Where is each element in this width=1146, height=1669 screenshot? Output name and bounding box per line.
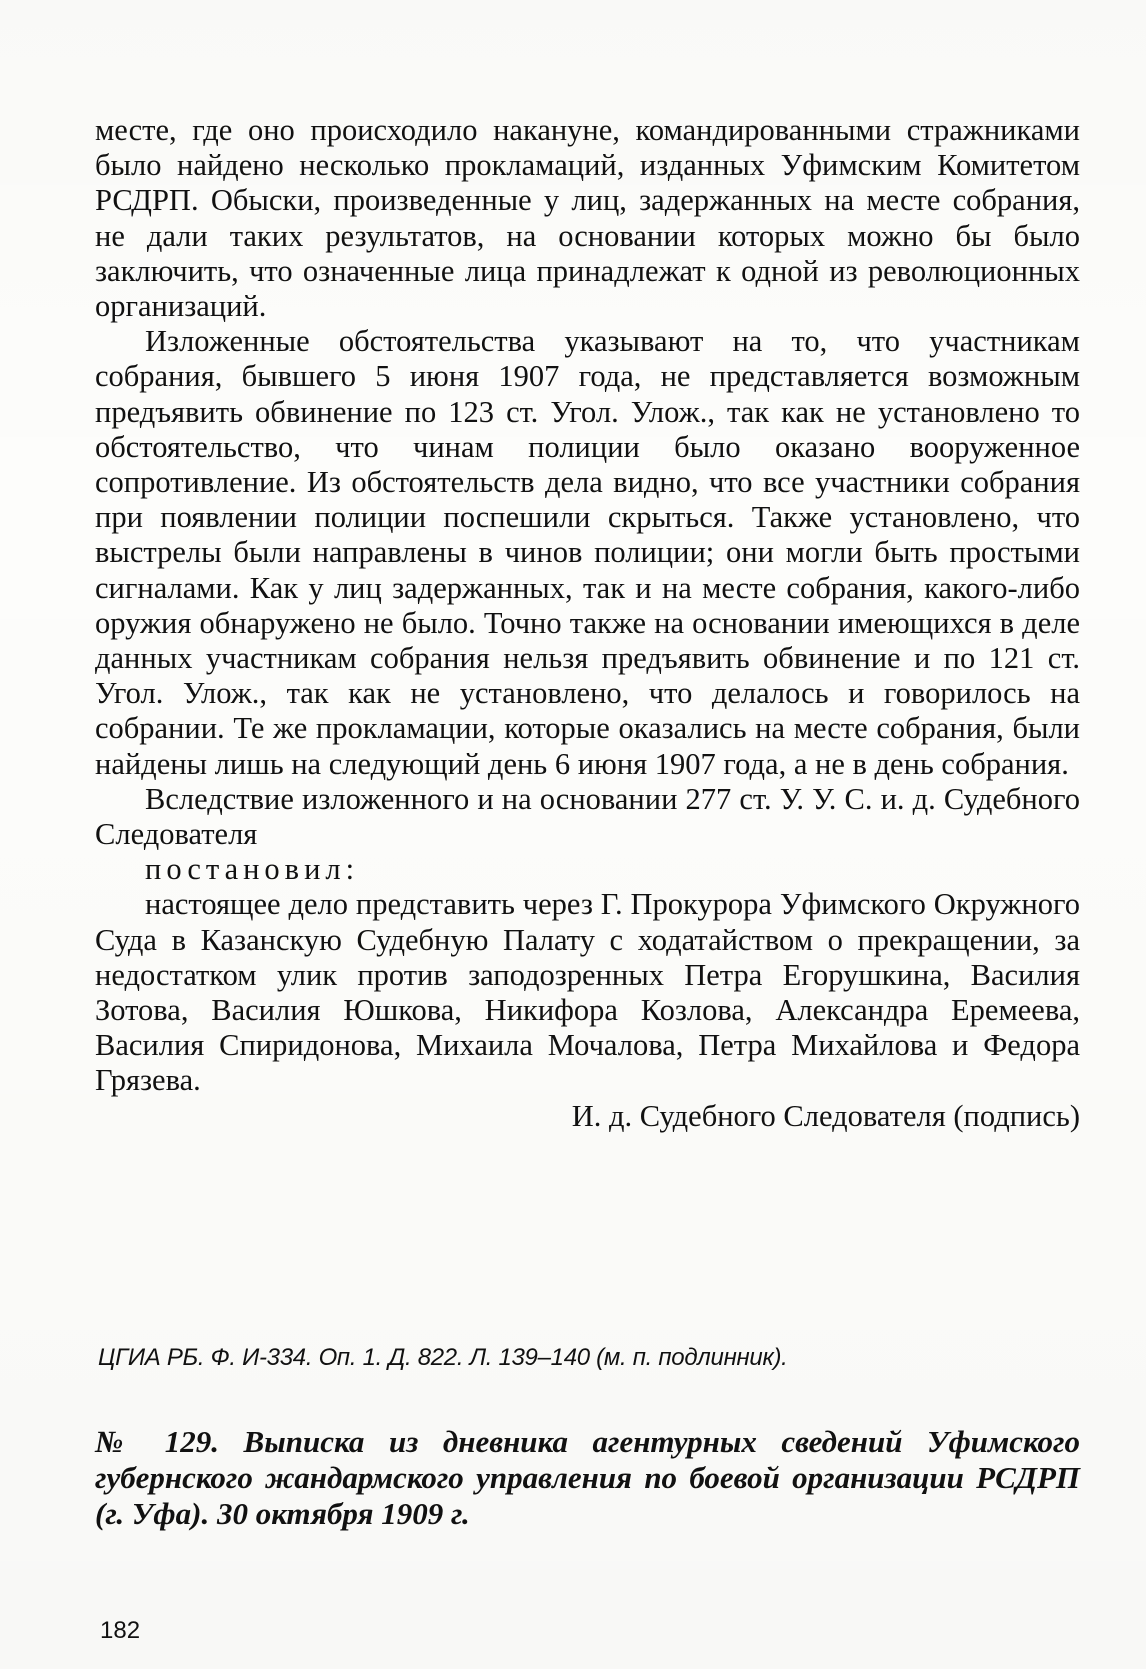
resolution-heading: постановил: [145, 852, 360, 887]
signature-line: И. д. Судебного Следователя (подпись) [571, 1098, 1080, 1133]
paragraph-consequence: Вследствие изложенного и на основании 277 ст. У. У. С. и. д. Судебного Следователя [95, 781, 1080, 852]
archive-reference: ЦГИА РБ. Ф. И-334. Оп. 1. Д. 822. Л. 139–140 (м. п. подлинник). [98, 1344, 788, 1371]
document-heading: № 129. Выписка из дневника агентурных сведений Уфимского губернского жандармского управления по боевой организации РСДРП (г. Уфа). 30 октября 1909 г. [95, 1424, 1080, 1531]
page-number: 182 [100, 1617, 141, 1644]
paragraph-resolution: настоящее дело представить через Г. Прокурора Уфимского Окружного Суда в Казанскую Судебную Палату с ходатайством о прекращении, за недостатком улик против заподозренных Петра Егорушкина, Василия Зотова, Василия Юшкова, Никифора Козлова, Александра Еремеева, Василия Спиридонова, Михаила Мочалова, Петра Михайлова и Федора Грязева. [95, 887, 1080, 1098]
main-text-block [95, 113, 1080, 1134]
paragraph-continued: месте, где оно происходило накануне, командированными стражниками было найдено несколько прокламаций, изданных Уфимским Комитетом РСДРП. Обыски, произведенные у лиц, задержанных на месте собрания, не дали таких результатов, на основании которых можно бы было заключить, что означенные лица принадлежат к одной из революционных организаций. [95, 113, 1080, 324]
paragraph-circumstances: Изложенные обстоятельства указывают на то, что участникам собрания, бывшего 5 июня 1907 года, не представляется возможным предъявить обвинение по 123 ст. Угол. Улож., так как не установлено то обстоятельство, что чинам полиции было оказано вооруженное сопротивление. Из обстоятельств дела видно, что все участники собрания при появлении полиции поспешили скрыться. Также установлено, что выстрелы были направлены в чинов полиции; они могли быть простыми сигналами. Как у лиц задержанных, так и на месте собрания, какого-либо оружия обнаружено не было. Точно также на основании имеющихся в деле данных участникам собрания нельзя предъявить обвинение и по 121 ст. Угол. Улож., так как не установлено, что делалось и говорилось на собрании. Те же прокламации, которые оказались на месте собрания, были найдены лишь на следующий день 6 июня 1907 года, а не в день собрания. [95, 324, 1080, 781]
